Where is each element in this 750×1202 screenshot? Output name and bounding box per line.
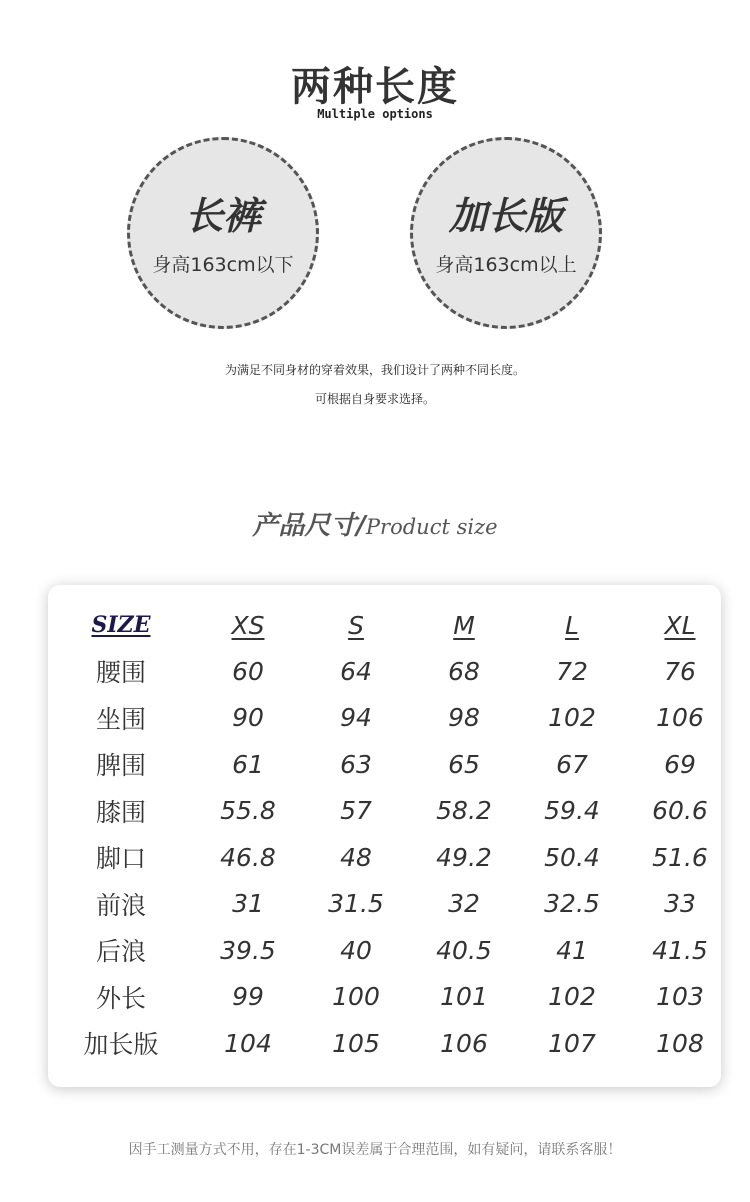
size-table-header <box>48 602 721 648</box>
table-cell: 102 <box>548 982 596 1011</box>
size-section-title <box>0 505 750 542</box>
table-cell: 31 <box>232 889 264 918</box>
description-line-2: 可根据自身要求选择。 <box>314 392 435 406</box>
table-row <box>48 788 721 834</box>
table-cell: 64 <box>340 656 372 686</box>
table-cell: 103 <box>656 982 704 1011</box>
table-cell: 48 <box>340 842 372 872</box>
table-cell: 60 <box>232 656 264 686</box>
table-cell: 99 <box>232 982 264 1011</box>
table-cell: 90 <box>232 703 264 732</box>
option-long-note: 身高163cm以上 <box>435 254 577 276</box>
table-cell: 32.5 <box>544 889 600 918</box>
size-table <box>48 585 721 1087</box>
table-cell: 76 <box>664 656 696 686</box>
table-row <box>48 834 721 880</box>
size-header-s: S <box>348 610 364 640</box>
table-cell: 58.2 <box>436 796 492 825</box>
option-regular-name: 长裤 <box>184 194 261 238</box>
table-cell: 41.5 <box>652 935 708 965</box>
table-cell: 108 <box>656 1028 704 1058</box>
table-cell: 102 <box>548 703 596 732</box>
option-long-circle <box>410 137 602 329</box>
row-label: 外长 <box>95 983 146 1013</box>
table-cell: 41 <box>556 935 588 965</box>
table-cell: 106 <box>440 1028 488 1058</box>
page-title: 两种长度 <box>291 64 459 110</box>
table-cell: 51.6 <box>652 842 708 872</box>
table-cell: 107 <box>548 1028 596 1058</box>
table-row <box>48 881 721 927</box>
row-label: 后浪 <box>95 937 146 966</box>
table-cell: 106 <box>656 703 704 732</box>
size-section-title-zh: 产品尺寸/ <box>252 511 366 541</box>
table-cell: 33 <box>664 889 696 918</box>
table-cell: 72 <box>556 656 588 686</box>
table-cell: 46.8 <box>220 842 276 872</box>
table-row <box>48 695 721 741</box>
table-cell: 105 <box>332 1028 380 1058</box>
table-cell: 61 <box>232 749 264 779</box>
table-row <box>48 974 721 1020</box>
footer-note: 因手工测量方式不用，存在1-3CM误差属于合理范围，如有疑问，请联系客服！ <box>128 1142 622 1158</box>
table-cell: 40 <box>340 935 372 965</box>
table-cell: 31.5 <box>328 889 384 918</box>
table-cell: 101 <box>440 982 488 1011</box>
table-cell: 49.2 <box>436 842 492 872</box>
option-regular-note: 身高163cm以下 <box>152 254 294 276</box>
size-header-m: M <box>453 610 475 640</box>
page-subtitle: Multiple options <box>317 107 433 121</box>
table-cell: 60.6 <box>652 796 708 825</box>
row-label: 前浪 <box>95 890 146 920</box>
table-row <box>48 741 721 787</box>
table-cell: 39.5 <box>220 935 276 965</box>
table-cell: 59.4 <box>544 796 600 825</box>
table-cell: 68 <box>448 656 480 686</box>
size-header-xl: XL <box>664 610 696 640</box>
table-cell: 63 <box>340 749 372 779</box>
row-label: 坐围 <box>95 704 146 734</box>
table-cell: 50.4 <box>544 842 600 872</box>
option-long-name: 加长版 <box>448 194 563 238</box>
size-header-xs: XS <box>231 610 265 640</box>
row-label: 脾围 <box>95 751 146 780</box>
table-cell: 98 <box>448 703 480 732</box>
table-row <box>48 927 721 973</box>
table-row <box>48 1020 721 1066</box>
size-header-label: SIZE <box>91 612 151 638</box>
row-label: 加长版 <box>83 1030 159 1059</box>
size-header-l: L <box>565 610 579 640</box>
table-cell: 100 <box>332 982 380 1011</box>
row-label: 膝围 <box>95 797 146 827</box>
size-section-title-en: Product size <box>365 515 498 539</box>
table-cell: 57 <box>340 796 372 825</box>
table-cell: 65 <box>448 749 480 779</box>
table-cell: 55.8 <box>220 796 276 825</box>
table-cell: 32 <box>448 889 480 918</box>
row-label: 脚口 <box>95 844 146 873</box>
table-row <box>48 648 721 694</box>
table-cell: 40.5 <box>436 935 492 965</box>
table-cell: 104 <box>224 1028 272 1058</box>
row-label: 腰围 <box>95 658 146 687</box>
table-cell: 94 <box>340 703 372 732</box>
table-cell: 67 <box>556 749 588 779</box>
table-cell: 69 <box>664 749 696 779</box>
description-line-1: 为满足不同身材的穿着效果，我们设计了两种不同长度。 <box>224 363 525 377</box>
option-regular-circle <box>127 137 319 329</box>
